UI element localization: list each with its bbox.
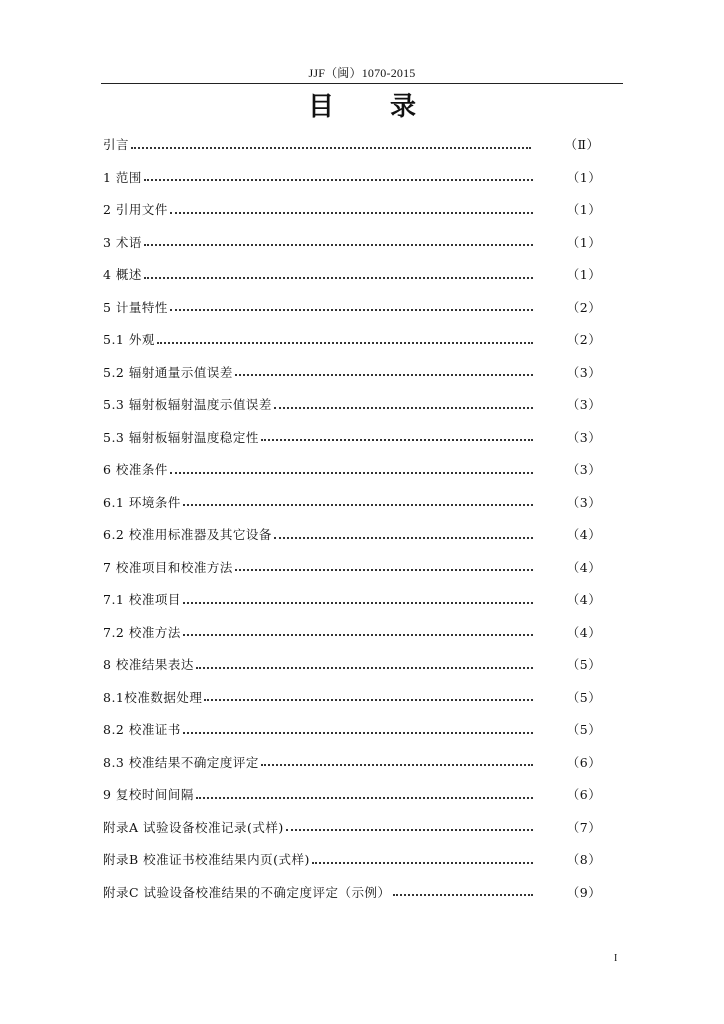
toc-dot-leader [393,893,533,896]
toc-entry-page: （1） [566,234,602,250]
toc-entry-page: （Ⅱ） [564,137,600,153]
document-code-header: JJF（闽）1070-2015 [308,66,416,80]
toc-entry-label: 7 校准项目和校准方法 [103,559,233,575]
toc-entry [103,486,603,519]
toc-entry-page: （3） [566,429,602,445]
toc-dot-leader [274,406,533,409]
toc-entry [103,356,603,389]
toc-dot-leader [144,276,533,279]
toc-entry-page: （4） [566,527,602,543]
toc-entry [103,421,603,454]
toc-dot-leader [183,503,533,506]
toc-entry-page: （4） [566,592,602,608]
toc-dot-leader [286,828,533,831]
toc-entry-label: 2 引用文件 [103,202,168,218]
toc-entry-page: （3） [566,364,602,380]
toc-dot-leader [261,763,533,766]
toc-entry-label: 3 术语 [103,234,142,250]
toc-entry [103,811,603,844]
toc-entry-label: 7.1 校准项目 [103,592,181,608]
toc-entry [103,843,603,876]
toc-entry-label: 1 范围 [103,169,142,185]
toc-entry-label: 5.3 辐射板辐射温度示值误差 [103,397,272,413]
toc-entry-page: （9） [566,884,602,900]
toc-entry-label: 4 概述 [103,267,142,283]
toc-entry-page: （1） [566,202,602,218]
toc-entry-label: 8 校准结果表达 [103,657,194,673]
toc-dot-leader [312,861,533,864]
toc-dot-leader [204,698,533,701]
toc-title-char-2: 录 [390,92,417,122]
toc-entry-page: （4） [566,559,602,575]
toc-entry [103,778,603,811]
toc-entry-page: （6） [566,787,602,803]
toc-entry [103,193,603,226]
toc-entry-page: （2） [566,332,602,348]
toc-entry-label: 7.2 校准方法 [103,624,181,640]
toc-dot-leader [131,146,531,149]
toc-title-char-1: 目 [307,92,334,122]
toc-entry-label: 附录A 试验设备校准记录(式样) [103,819,284,835]
toc-dot-leader [235,568,533,571]
toc-entry [103,518,603,551]
toc-entry-page: （4） [566,624,602,640]
toc-entry [103,388,603,421]
toc-entry [103,453,603,486]
toc-entry [103,681,603,714]
toc-entry-label: 5.1 外观 [103,332,155,348]
toc-entry-page: （5） [566,657,602,673]
toc-entry [103,746,603,779]
toc-entry-page: （3） [566,462,602,478]
toc-entry-label: 8.3 校准结果不确定度评定 [103,754,259,770]
toc-entry-label: 5 计量特性 [103,299,168,315]
toc-entry-page: （3） [566,397,602,413]
toc-dot-leader [183,601,533,604]
toc-entry-label: 8.1校准数据处理 [103,689,203,705]
toc-entry-page: （7） [566,819,602,835]
toc-entry [103,161,603,194]
page-number: I [614,953,618,964]
toc-entry-label: 9 复校时间间隔 [103,787,194,803]
toc-title [0,86,724,123]
toc-entry [103,713,603,746]
toc-entry [103,226,603,259]
toc-entry-page: （2） [566,299,602,315]
toc-entry-label: 6.2 校准用标准器及其它设备 [103,527,272,543]
toc-entry-label: 引言 [103,137,130,153]
header-divider [101,83,623,84]
toc-dot-leader [170,211,533,214]
toc-dot-leader [235,373,533,376]
toc-entry-label: 8.2 校准证书 [103,722,181,738]
toc-entry [103,648,603,681]
toc-entry [103,291,603,324]
toc-entry [103,583,603,616]
toc-entry-page: （1） [566,267,602,283]
toc-list [103,128,603,908]
toc-entry [103,616,603,649]
toc-entry-label: 6.1 环境条件 [103,494,181,510]
toc-dot-leader [261,438,533,441]
toc-entry-page: （8） [566,852,602,868]
toc-entry-page: （5） [566,689,602,705]
toc-entry-page: （5） [566,722,602,738]
toc-entry [103,258,603,291]
toc-entry [103,128,603,161]
toc-dot-leader [170,308,533,311]
toc-dot-leader [144,178,533,181]
toc-dot-leader [274,536,533,539]
toc-dot-leader [196,796,533,799]
toc-entry-page: （3） [566,494,602,510]
toc-entry-page: （1） [566,169,602,185]
toc-entry-label: 5.3 辐射板辐射温度稳定性 [103,429,259,445]
toc-entry-label: 6 校准条件 [103,462,168,478]
toc-dot-leader [144,243,533,246]
toc-dot-leader [196,666,533,669]
toc-entry-label: 5.2 辐射通量示值误差 [103,364,233,380]
toc-entry [103,323,603,356]
toc-entry [103,876,603,909]
toc-entry-page: （6） [566,754,602,770]
toc-dot-leader [183,731,533,734]
toc-dot-leader [170,471,533,474]
toc-entry-label: 附录C 试验设备校准结果的不确定度评定（示例） [103,884,391,900]
toc-dot-leader [157,341,533,344]
toc-dot-leader [183,633,533,636]
toc-entry-label: 附录B 校准证书校准结果内页(式样) [103,852,310,868]
toc-entry [103,551,603,584]
